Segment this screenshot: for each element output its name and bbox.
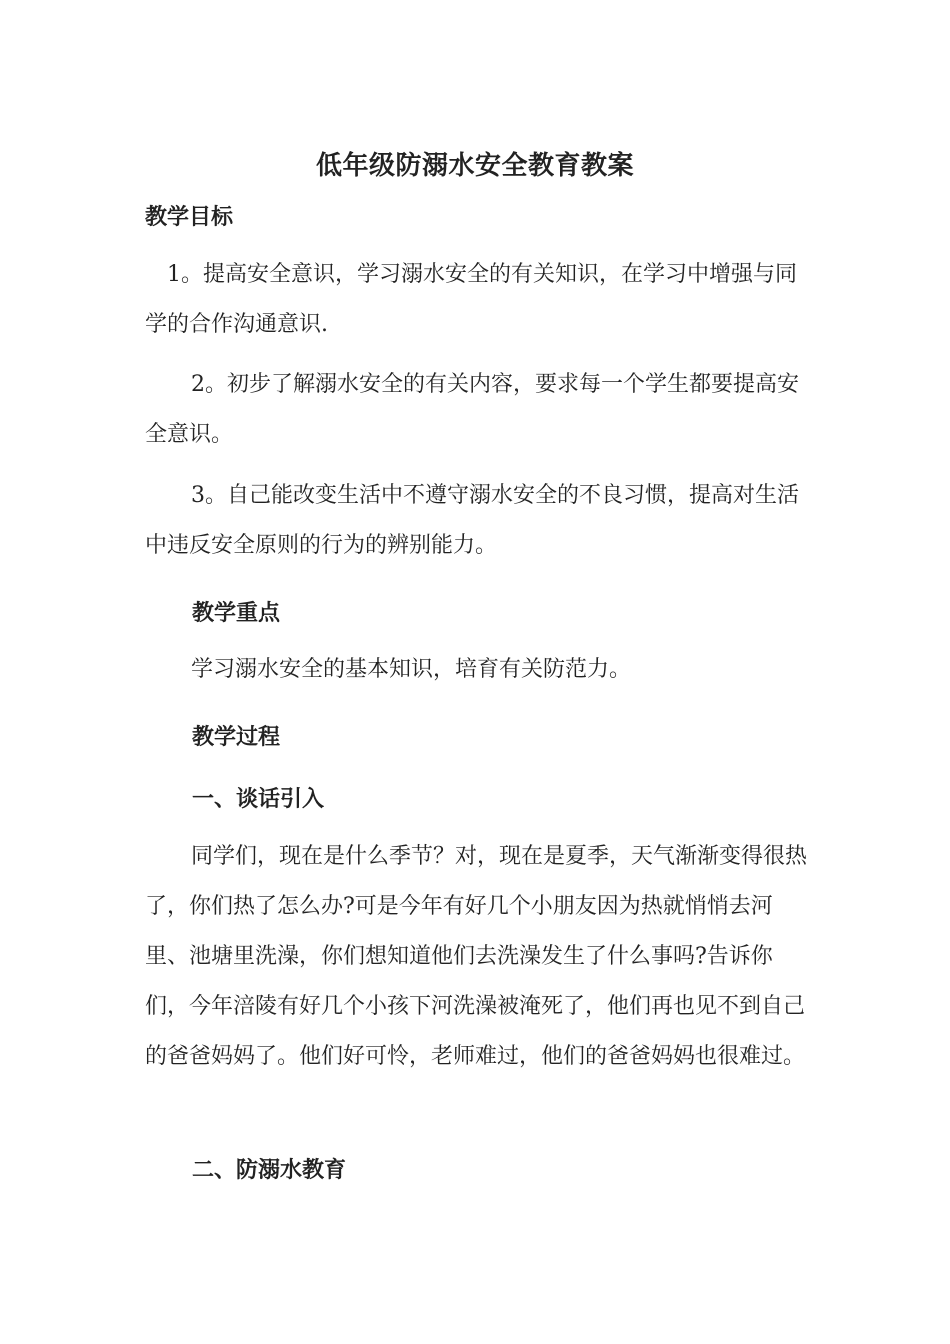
heading-teaching-process: 教学过程 (192, 724, 281, 750)
objective-item-2: 2。初步了解溺水安全的有关内容，要求每一个学生都要提高安全意识。 (145, 372, 799, 447)
document-title: 低年级防溺水安全教育教案 (315, 151, 634, 181)
intro-paragraph: 同学们，现在是什么季节？对，现在是夏季，天气渐渐变得很热了，你们热了怎么办?可是今年有好几个小朋友因为热就悄悄去河里、池塘里洗澡，你们想知道他们去洗澡发生了什么事吗?告诉你们，今年涪陵有好几个小孩下河洗澡被淹死了，他们再也见不到自己的爸爸妈妈了。他们好可怜，老师难过，他们的爸爸妈妈也很难过。 (145, 844, 808, 1069)
heading-teaching-objectives: 教学目标 (145, 204, 234, 230)
heading-drowning-prevention-education: 二、防溺水教育 (192, 1157, 347, 1183)
teaching-focus-text: 学习溺水安全的基本知识，培育有关防范力。 (191, 657, 632, 682)
heading-teaching-focus: 教学重点 (192, 600, 281, 626)
objective-item-3: 3。自己能改变生活中不遵守溺水安全的不良习惯，提高对生活中违反安全原则的行为的辨别能力。 (145, 483, 799, 558)
objective-item-1: 1。提高安全意识，学习溺水安全的有关知识，在学习中增强与同学的合作沟通意识. (145, 262, 797, 337)
heading-conversation-intro: 一、谈话引入 (192, 786, 325, 812)
